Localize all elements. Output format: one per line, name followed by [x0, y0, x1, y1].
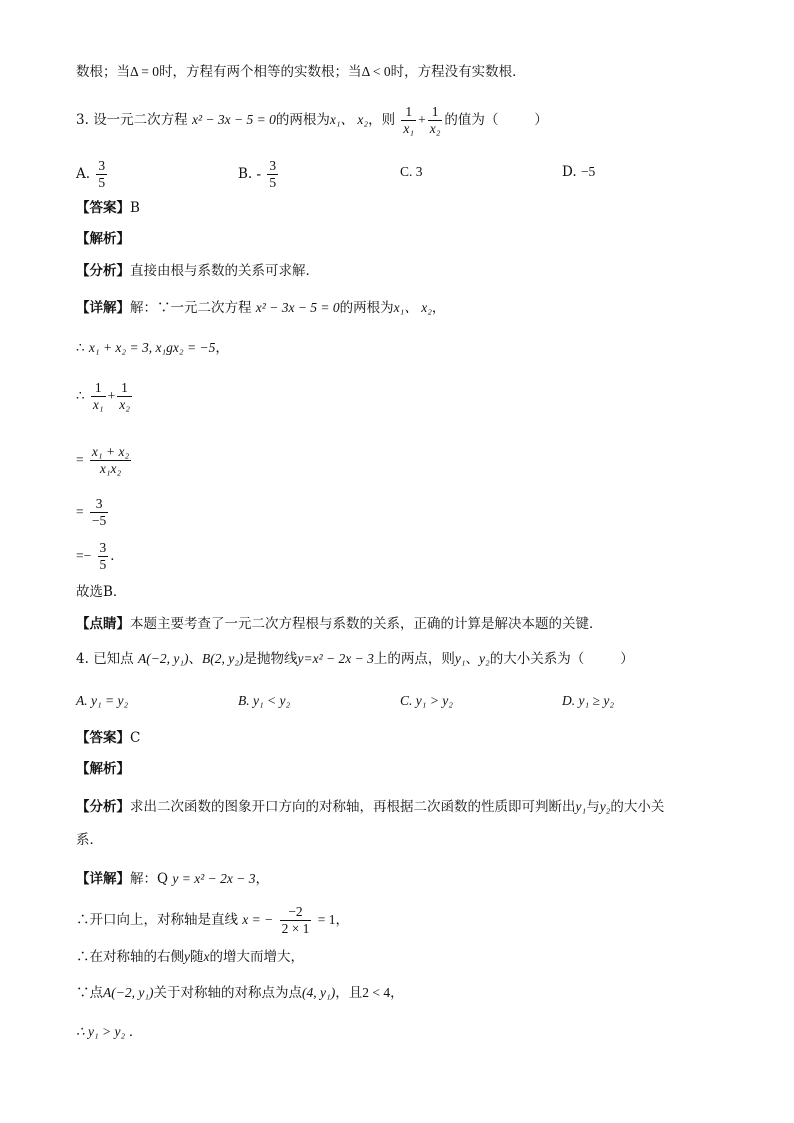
- q3-sum-product: ∴ x₁ + x₂ = 3, x₁gx₂ = −5，: [76, 340, 229, 356]
- parabola-equation: y=x² − 2x − 3: [297, 651, 374, 666]
- q3-step-1: ∴ $\frac{1}{\text{x₁}}$ + $\frac{1}{\text{x₂}}$: [76, 380, 130, 412]
- q3-step-3: = $\frac{3}{-5}$: [76, 496, 107, 528]
- math-roots: x₁、 x₂: [329, 112, 369, 127]
- q3-detail: 【详解】解：∵一元二次方程 x² − 3x − 5 = 0的两根为x₁、 x₂，: [76, 300, 446, 316]
- q4-option-a: A. y₁ = y₂: [76, 693, 129, 708]
- question-number: 4.: [76, 651, 89, 667]
- q4-conclusion: ∴ y₁ > y₂ ．: [76, 1024, 143, 1039]
- q4-increase-line: ∴在对称轴的右侧y随x的增大而增大，: [76, 949, 304, 965]
- fraction-1-over-x1: $\frac{1}{\text{x₁}}$: [403, 104, 415, 136]
- q3-answer: 【答案】B: [76, 200, 140, 216]
- question-4-stem: 4. 已知点 A(−2, y₁)、B(2, y₂)是抛物线y=x² − 2x − 3上的两点，则y₁、y₂的大小关系为（ ）: [76, 651, 634, 667]
- q3-step-2: = $\frac{\text{x₁ + x₂}}{\text{x₁x₂}}$: [76, 444, 130, 476]
- text-segment: 数根；当: [76, 64, 130, 80]
- q3-choose: 故选B．: [76, 584, 127, 600]
- q3-analysis-tag: 【解析】: [76, 231, 130, 247]
- q4-analysis-tag: 【解析】: [76, 761, 130, 777]
- q4-answer: 【答案】C: [76, 730, 141, 746]
- point-a: A(−2, y₁): [137, 651, 189, 666]
- fraction: $\frac{3}{5}$: [98, 158, 106, 190]
- question-number: 3.: [76, 112, 89, 128]
- q4-detail: 【详解】解：Q y = x² − 2x − 3，: [76, 871, 269, 887]
- point-b: B(2, y₂): [202, 651, 244, 666]
- question-3-stem: [76, 104, 548, 137]
- math-expression: Δ = 0: [130, 64, 160, 79]
- text-segment: 时，方程没有实数根．: [390, 64, 526, 80]
- q4-option-c: C. y₁ > y₂: [400, 693, 453, 708]
- text-segment: 的值为（: [444, 112, 499, 128]
- text-segment: ）: [534, 112, 548, 128]
- q3-option-d: D. −5: [562, 164, 596, 180]
- q4-option-d: D. y₁ ≥ y₂: [562, 693, 615, 708]
- plus-sign: +: [418, 112, 426, 127]
- fraction: $\frac{3}{5}$: [269, 158, 277, 190]
- text-segment: ，则: [368, 112, 396, 128]
- text-segment: 的两根为: [275, 112, 330, 128]
- q3-fenxi: 【分析】直接由根与系数的关系可求解．: [76, 263, 319, 279]
- q4-symmetry-line: ∵点A(−2, y₁)关于对称轴的对称点为点(4, y₁)，且2 < 4，: [76, 985, 404, 1001]
- q3-option-b: B. - $\frac{3}{5}$: [238, 158, 277, 190]
- q4-fenxi-cont: 系．: [76, 832, 103, 848]
- math-equation: x² − 3x − 5 = 0: [191, 112, 276, 127]
- q3-step-4: =− $\frac{3}{5}$ ．: [76, 540, 124, 572]
- text-segment: 设一元二次方程: [93, 112, 188, 128]
- math-expression: Δ < 0: [361, 64, 391, 79]
- q3-comment: 【点睛】本题主要考查了一元二次方程根与系数的关系，正确的计算是解决本题的关键．: [76, 616, 603, 632]
- text-line-roots-condition: [76, 62, 526, 82]
- q3-option-a: A. $\frac{3}{5}$: [76, 158, 106, 190]
- answer-tag: 【答案】: [76, 200, 130, 216]
- q4-option-b: B. y₁ < y₂: [238, 693, 291, 708]
- q4-fenxi: 【分析】求出二次函数的图象开口方向的对称轴，再根据二次函数的性质即可判断出y₁与y₂的大小关: [76, 799, 665, 815]
- text-segment: 时，方程有两个相等的实数根；当: [159, 64, 362, 80]
- q4-axis-line: ∴开口向上，对称轴是直线 x = − $\frac{-2}{2 \times 1}$ = 1，: [76, 904, 349, 936]
- q3-option-c: C. 3: [400, 164, 423, 179]
- fraction-1-over-x2: $\frac{1}{\text{x₂}}$: [429, 104, 441, 136]
